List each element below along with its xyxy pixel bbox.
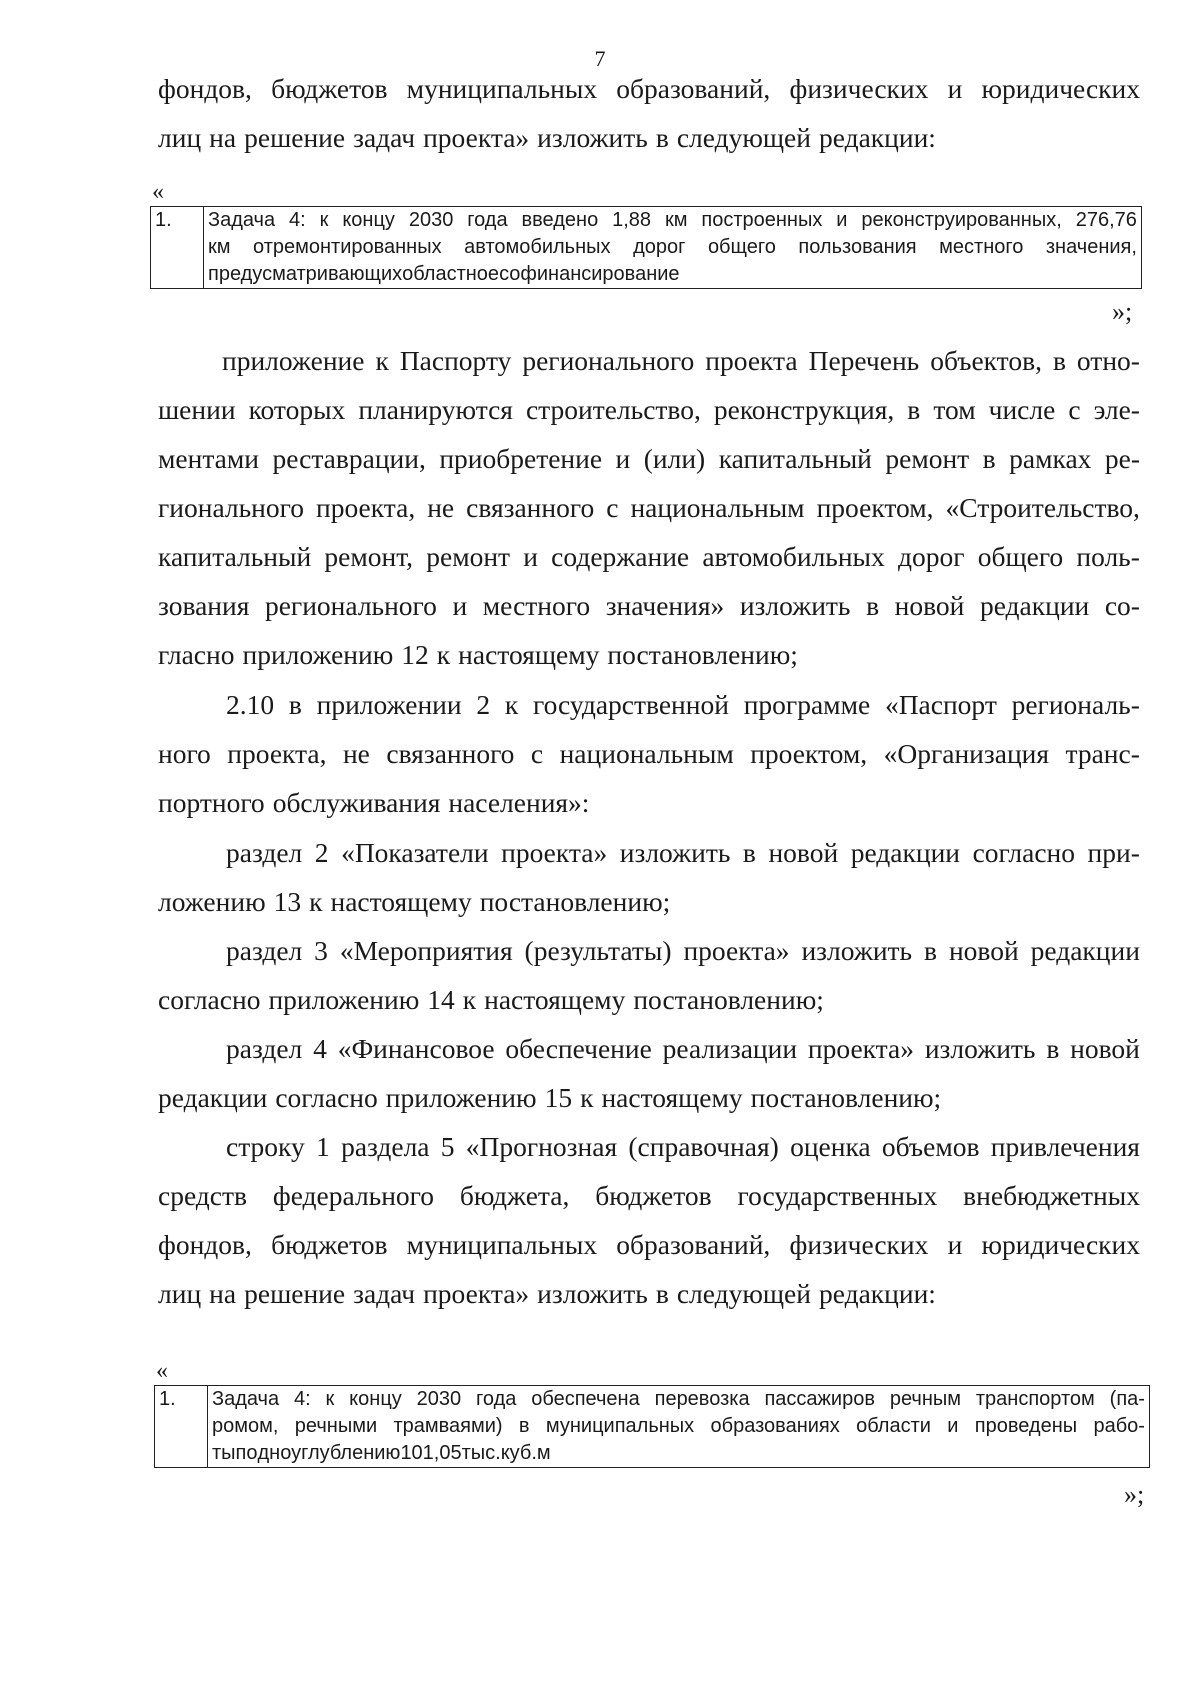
word: планируются xyxy=(358,394,513,425)
word: физических xyxy=(789,1229,929,1260)
word: программе xyxy=(743,689,871,720)
word: привлечения xyxy=(990,1131,1140,1162)
table-row xyxy=(151,207,1142,289)
word: рамках xyxy=(1009,443,1092,474)
word: (результаты) xyxy=(524,935,672,966)
text-line xyxy=(158,737,1140,771)
word: новой xyxy=(1070,1033,1140,1064)
word: 5 xyxy=(440,1131,455,1162)
text-line xyxy=(158,1228,1140,1262)
word: 4: xyxy=(293,1388,311,1410)
text-line xyxy=(222,344,1140,378)
word: не xyxy=(427,492,455,523)
word: национальным xyxy=(630,492,805,523)
word: к xyxy=(462,984,477,1015)
text-line xyxy=(226,688,1140,722)
word: проекта» xyxy=(423,122,530,153)
word: «Финансовое xyxy=(337,1033,495,1064)
word: реконструированных, xyxy=(861,209,1062,231)
page-number: 7 xyxy=(594,46,606,71)
quote-close: »; xyxy=(1112,297,1133,326)
word: строку xyxy=(226,1131,305,1162)
text-line xyxy=(226,836,1140,870)
word: приложение xyxy=(222,345,365,376)
word: 4 xyxy=(313,1033,327,1064)
word: постановлению; xyxy=(633,984,824,1015)
word: постановлению; xyxy=(607,639,798,670)
word: изложить xyxy=(801,935,913,966)
word: к xyxy=(319,209,329,231)
cell-line xyxy=(212,1440,1145,1467)
row-number: 1. xyxy=(155,1386,208,1468)
word: числе xyxy=(988,394,1056,425)
word: транспортом xyxy=(975,1388,1095,1410)
word: с xyxy=(606,492,619,523)
word: речным xyxy=(889,1388,962,1410)
word: 101,05 xyxy=(400,1442,462,1464)
word: 2030 xyxy=(416,1388,462,1410)
word: обслуживания xyxy=(272,787,441,818)
word: решение xyxy=(244,1278,346,1309)
text-line xyxy=(158,393,1140,427)
word: «Организация xyxy=(883,738,1050,769)
word: отремонтированных xyxy=(253,236,442,258)
word: образованиях xyxy=(710,1415,840,1437)
word: ре- xyxy=(1104,443,1140,474)
word: речными xyxy=(294,1415,378,1437)
word: на xyxy=(209,122,237,153)
word: ложению xyxy=(158,886,266,917)
word: настоящему xyxy=(601,1082,743,1113)
cell-line xyxy=(208,207,1137,234)
word: редакции xyxy=(850,837,961,868)
word: 13 xyxy=(273,886,302,917)
word: тыс. xyxy=(461,1442,501,1464)
word: «Показатели xyxy=(341,837,489,868)
word: 1,88 xyxy=(612,209,652,231)
word: региональ- xyxy=(1011,689,1140,720)
word: в xyxy=(655,1278,669,1309)
word: в xyxy=(288,689,302,720)
word: том xyxy=(933,394,976,425)
word: пассажиров xyxy=(764,1388,875,1410)
text-line xyxy=(158,885,1140,919)
word: национальным xyxy=(559,738,734,769)
word: ментами xyxy=(158,443,260,474)
word: юридических xyxy=(981,73,1140,104)
word: построенных xyxy=(701,209,823,231)
word: при- xyxy=(1087,837,1140,868)
word: объемов xyxy=(881,1131,980,1162)
text-line xyxy=(226,1032,1140,1066)
word: ного xyxy=(158,738,211,769)
word: пользования xyxy=(798,236,917,258)
word: значения, xyxy=(1045,236,1137,258)
word: общего xyxy=(707,236,776,258)
word: к xyxy=(325,1388,335,1410)
word: в xyxy=(655,122,669,153)
word: приобретение xyxy=(439,443,603,474)
word: куб. xyxy=(500,1442,537,1464)
word: изложить xyxy=(739,590,851,621)
word: и xyxy=(947,73,963,104)
word: введено xyxy=(521,209,599,231)
word: значения» xyxy=(605,590,725,621)
word: приложению xyxy=(268,984,420,1015)
word: в xyxy=(1052,345,1066,376)
word: изложить xyxy=(924,1033,1036,1064)
word: в xyxy=(866,590,880,621)
word: Задача xyxy=(212,1388,280,1410)
word: следующей xyxy=(676,122,811,153)
word: ты xyxy=(212,1442,236,1464)
word: реконструкция, xyxy=(713,394,895,425)
word: образований, xyxy=(616,1229,771,1260)
word: средств xyxy=(158,1180,247,1211)
word: редакции xyxy=(1030,935,1140,966)
word: согласно xyxy=(972,837,1076,868)
word: государственной xyxy=(532,689,729,720)
word: со- xyxy=(1104,590,1140,621)
text-line xyxy=(158,638,1140,672)
word: новой xyxy=(768,837,839,868)
word: редакции: xyxy=(819,122,936,153)
word: проекта» xyxy=(807,1033,914,1064)
word: фондов, xyxy=(158,73,252,104)
word: следующей xyxy=(676,1278,811,1309)
word: «Строительство, xyxy=(945,492,1140,523)
word: юридических xyxy=(981,1229,1140,1260)
word: раздел xyxy=(226,1033,303,1064)
word: «Мероприятия xyxy=(339,935,513,966)
word: в xyxy=(742,837,756,868)
word: ремонт, xyxy=(324,541,414,572)
word: дорог xyxy=(633,236,686,258)
word: 2.10 xyxy=(226,689,275,720)
word: эле- xyxy=(1093,394,1140,425)
word: ромом, xyxy=(212,1415,279,1437)
word: Задача xyxy=(208,209,276,231)
word: автомобильных xyxy=(702,541,885,572)
quote-open: « xyxy=(156,1358,168,1384)
word: редакции xyxy=(979,590,1090,621)
text-line xyxy=(158,1179,1140,1213)
text-line xyxy=(226,1130,1140,1164)
word: фондов, xyxy=(158,1229,252,1260)
word: муниципальных xyxy=(545,1415,695,1437)
word: и xyxy=(947,1229,963,1260)
word: в xyxy=(907,394,921,425)
word: образований, xyxy=(616,73,771,104)
table-row xyxy=(155,1386,1150,1468)
word: (па- xyxy=(1109,1388,1145,1410)
word: согласно xyxy=(158,984,261,1015)
word: «Паспорт xyxy=(884,689,997,720)
word: к xyxy=(375,345,389,376)
quote-close: »; xyxy=(1124,1480,1145,1509)
word: с xyxy=(530,738,544,769)
word: Перечень xyxy=(808,345,920,376)
text-line xyxy=(158,1277,1140,1311)
word: к xyxy=(504,689,519,720)
word: не xyxy=(342,738,370,769)
text-line xyxy=(158,121,1140,155)
word: регионального xyxy=(264,590,437,621)
text-line xyxy=(158,786,1140,820)
word: 3 xyxy=(314,935,328,966)
word: реализации xyxy=(662,1033,798,1064)
word: года xyxy=(467,209,508,231)
word: государственных xyxy=(737,1180,938,1211)
word: в xyxy=(982,443,996,474)
word: связанного xyxy=(466,492,595,523)
word: приложению xyxy=(242,639,394,670)
word: дорог xyxy=(897,541,965,572)
word: проекта» xyxy=(501,837,608,868)
word: проекта, xyxy=(316,492,416,523)
word: местного xyxy=(482,590,591,621)
word: (справочная) xyxy=(628,1131,779,1162)
word: настоящему xyxy=(458,639,600,670)
word: капитальный xyxy=(718,443,872,474)
word: приложении xyxy=(316,689,462,720)
word: 2 xyxy=(476,689,491,720)
word: проведены xyxy=(974,1415,1078,1437)
word: зования xyxy=(158,590,250,621)
word: в xyxy=(1046,1033,1060,1064)
word: концу xyxy=(349,1388,402,1410)
word: в xyxy=(924,935,938,966)
word: настоящему xyxy=(484,984,626,1015)
word: содержание xyxy=(551,541,690,572)
word: 12 xyxy=(401,639,429,670)
word: км xyxy=(664,209,688,231)
word: местного xyxy=(939,236,1024,258)
word: физических xyxy=(789,73,929,104)
text-line xyxy=(158,540,1140,574)
word: объектов, xyxy=(930,345,1042,376)
word: 276,76 xyxy=(1075,209,1137,231)
text-line xyxy=(226,934,1140,968)
word: к xyxy=(436,639,451,670)
word: постановлению; xyxy=(479,886,671,917)
word: связанного xyxy=(386,738,515,769)
word: софинансирование xyxy=(499,263,680,285)
word: регионального xyxy=(522,345,695,376)
word: 2030 xyxy=(408,209,454,231)
word: новой xyxy=(948,935,1019,966)
row-text xyxy=(208,1386,1150,1468)
word: и xyxy=(836,209,848,231)
quote-open: « xyxy=(152,179,164,205)
word: решение xyxy=(244,122,346,153)
word: изложить xyxy=(619,837,731,868)
text-line xyxy=(158,589,1140,623)
word: лиц xyxy=(158,122,202,153)
word: капитальный xyxy=(158,541,312,572)
word: к xyxy=(309,886,323,917)
word: Паспорту xyxy=(399,345,512,376)
word: и xyxy=(615,443,631,474)
word: редакции xyxy=(158,1082,268,1113)
word: рабо- xyxy=(1093,1415,1145,1437)
word: ремонт xyxy=(426,541,511,572)
word: оценка xyxy=(790,1131,871,1162)
word: строительство, xyxy=(525,394,701,425)
word: внебюджетных xyxy=(963,1180,1140,1211)
word: области xyxy=(856,1415,931,1437)
word: федерального xyxy=(272,1180,435,1211)
word: и xyxy=(947,1415,959,1437)
word: гионального xyxy=(158,492,304,523)
word: проекта, xyxy=(227,738,327,769)
word: 15 xyxy=(544,1082,573,1113)
word: шении xyxy=(158,394,236,425)
word: 14 xyxy=(427,984,455,1015)
cell-line xyxy=(208,261,1137,288)
word: лиц xyxy=(158,1278,202,1309)
word: муниципальных xyxy=(406,1229,598,1260)
text-line xyxy=(158,442,1140,476)
word: автомобильных xyxy=(464,236,611,258)
cell-line xyxy=(212,1386,1145,1413)
word: с xyxy=(1068,394,1081,425)
word: концу xyxy=(342,209,395,231)
word: раздел xyxy=(226,935,303,966)
word: бюджетов xyxy=(271,1229,388,1260)
word: реставрации, xyxy=(272,443,426,474)
word: областное xyxy=(402,263,500,285)
word: в xyxy=(518,1415,530,1437)
word: предусматривающих xyxy=(208,263,403,285)
word: 1 xyxy=(316,1131,330,1162)
word: задач xyxy=(353,1278,416,1309)
word: изложить xyxy=(537,122,648,153)
word: проекта» xyxy=(683,935,790,966)
word: раздела xyxy=(341,1131,430,1162)
word: бюджета, xyxy=(459,1180,570,1211)
word: и xyxy=(523,541,538,572)
text-line xyxy=(158,983,1140,1017)
word: ремонт xyxy=(885,443,970,474)
word: портного xyxy=(158,787,265,818)
word: приложению xyxy=(385,1082,537,1113)
text-line xyxy=(158,72,1140,106)
word: новой xyxy=(894,590,965,621)
cell-line xyxy=(212,1413,1145,1440)
word: проектом, xyxy=(750,738,868,769)
word: км xyxy=(208,236,231,258)
word: трамваями) xyxy=(393,1415,503,1437)
word: муниципальных xyxy=(406,73,598,104)
word: (или) xyxy=(643,443,706,474)
word: бюджетов xyxy=(271,73,388,104)
word: м xyxy=(536,1442,551,1464)
word: изложить xyxy=(537,1278,648,1309)
word: настоящему xyxy=(330,886,472,917)
word: задач xyxy=(353,122,416,153)
word: транс- xyxy=(1065,738,1140,769)
word: к xyxy=(580,1082,594,1113)
text-line xyxy=(158,1081,1140,1115)
word: гласно xyxy=(158,639,235,670)
amendment-table xyxy=(150,206,1142,289)
word: проекта» xyxy=(423,1278,530,1309)
word: и xyxy=(452,590,468,621)
row-number: 1. xyxy=(151,207,204,289)
word: согласно xyxy=(275,1082,378,1113)
word: 2 xyxy=(314,837,329,868)
word: 4: xyxy=(289,209,306,231)
word: бюджетов xyxy=(595,1180,712,1211)
word: проектом, xyxy=(816,492,934,523)
word: отно- xyxy=(1076,345,1140,376)
word: перевозка xyxy=(654,1388,750,1410)
word: по xyxy=(235,1442,258,1464)
word: раздел xyxy=(226,837,303,868)
word: которых xyxy=(248,394,346,425)
word: обеспечение xyxy=(505,1033,652,1064)
word: дноуглублению xyxy=(257,1442,401,1464)
row-text xyxy=(204,207,1142,289)
word: постановлению; xyxy=(750,1082,942,1113)
word: редакции: xyxy=(819,1278,936,1309)
word: обеспечена xyxy=(531,1388,640,1410)
cell-line xyxy=(208,234,1137,261)
word: населения»: xyxy=(448,787,590,818)
word: общего xyxy=(977,541,1064,572)
word: проекта xyxy=(705,345,798,376)
amendment-table xyxy=(154,1385,1150,1468)
text-line xyxy=(158,491,1140,525)
word: года xyxy=(476,1388,517,1410)
word: «Прогнозная xyxy=(465,1131,618,1162)
word: на xyxy=(209,1278,237,1309)
word: поль- xyxy=(1076,541,1140,572)
